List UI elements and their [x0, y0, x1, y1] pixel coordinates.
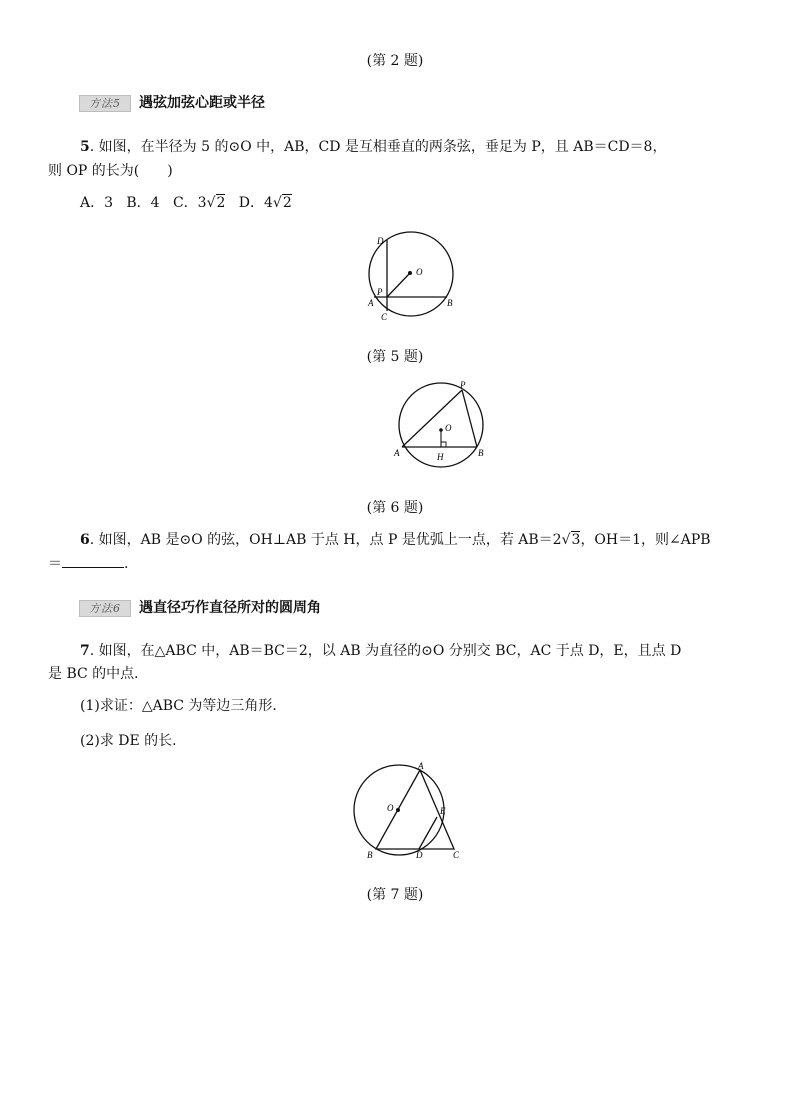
segment-bp: [462, 390, 477, 447]
question-5-line2: 则 OP 的长为( ): [48, 163, 173, 179]
question-5: [80, 134, 770, 160]
segment-ap: [402, 390, 462, 447]
question-7-number: 7: [80, 643, 90, 659]
question-6-radicand: 3: [571, 532, 581, 548]
center-point-o: [396, 808, 400, 812]
figure-7-diagram: [345, 760, 470, 865]
segment-op: [387, 273, 410, 297]
label-o: O: [416, 267, 423, 277]
question-6-text-a: . 如图，AB 是⊙O 的弦，OH⊥AB 于点 H，点 P 是优弧上一点，若 AB＝2: [89, 532, 562, 548]
label-a: A: [368, 298, 374, 308]
method-5-title: 遇弦加弦心距或半径: [139, 95, 265, 111]
label-o: O: [387, 803, 394, 813]
question-6-period: .: [124, 556, 129, 572]
option-c: C．3√2: [172, 195, 226, 211]
center-point-o: [439, 428, 443, 432]
option-b: B．4: [126, 195, 160, 211]
right-angle-mark: [441, 442, 446, 447]
label-c: C: [381, 312, 388, 322]
label-h: H: [437, 452, 444, 462]
option-d: D．4√2: [238, 195, 292, 211]
figure-caption-6: (第 6 题): [366, 500, 424, 516]
question-7-sub1: (1)求证：△ABC 为等边三角形．: [80, 698, 287, 714]
label-e: E: [440, 806, 446, 816]
figure-5-diagram: [360, 228, 470, 323]
question-5-number: 5: [80, 139, 90, 155]
label-a: A: [394, 448, 400, 458]
label-p: P: [460, 380, 466, 390]
question-5-options: [80, 190, 292, 216]
label-p: P: [377, 287, 383, 297]
question-7-sub2: (2)求 DE 的长．: [80, 733, 187, 749]
question-6-equals: ＝: [48, 556, 62, 572]
figure-caption-2: (第 2 题): [366, 53, 424, 69]
method-6-title: 遇直径巧作直径所对的圆周角: [139, 600, 321, 616]
figure-caption-7: (第 7 题): [366, 887, 424, 903]
label-a: A: [418, 761, 424, 771]
answer-blank[interactable]: [62, 553, 124, 568]
question-6: 6. 如图，AB 是⊙O 的弦，OH⊥AB 于点 H，点 P 是优弧上一点，若 AB＝2√3，OH＝1，则∠APB: [80, 532, 711, 548]
center-point-o: [408, 271, 412, 275]
method-6-heading: [79, 597, 321, 617]
question-7-line2: 是 BC 的中点．: [48, 666, 149, 682]
question-6-number: 6: [80, 532, 90, 548]
question-5-text-line1: . 如图，在半径为 5 的⊙O 中，AB，CD 是互相垂直的两条弦，垂足为 P，且 AB＝CD＝8，: [89, 139, 667, 155]
method-5-tag: 方法5: [79, 95, 131, 112]
label-b: B: [447, 298, 453, 308]
label-d: D: [377, 236, 384, 246]
method-6-tag: 方法6: [79, 600, 131, 617]
method-5-heading: [79, 92, 265, 112]
label-b: B: [367, 850, 373, 860]
question-6-line2: [48, 551, 128, 577]
label-d: D: [416, 850, 423, 860]
question-7: [80, 638, 770, 664]
question-6-text-b: ，OH＝1，则∠APB: [580, 532, 711, 548]
figure-caption-5: (第 5 题): [366, 349, 424, 365]
question-7-text-line1: . 如图，在△ABC 中，AB＝BC＝2，以 AB 为直径的⊙O 分别交 BC，AC 于点 D，E，且点 D: [89, 643, 682, 659]
label-c: C: [453, 850, 460, 860]
label-o: O: [445, 423, 452, 433]
label-b: B: [478, 448, 484, 458]
figure-6-diagram: [390, 378, 500, 468]
option-a: A．3: [80, 195, 114, 211]
